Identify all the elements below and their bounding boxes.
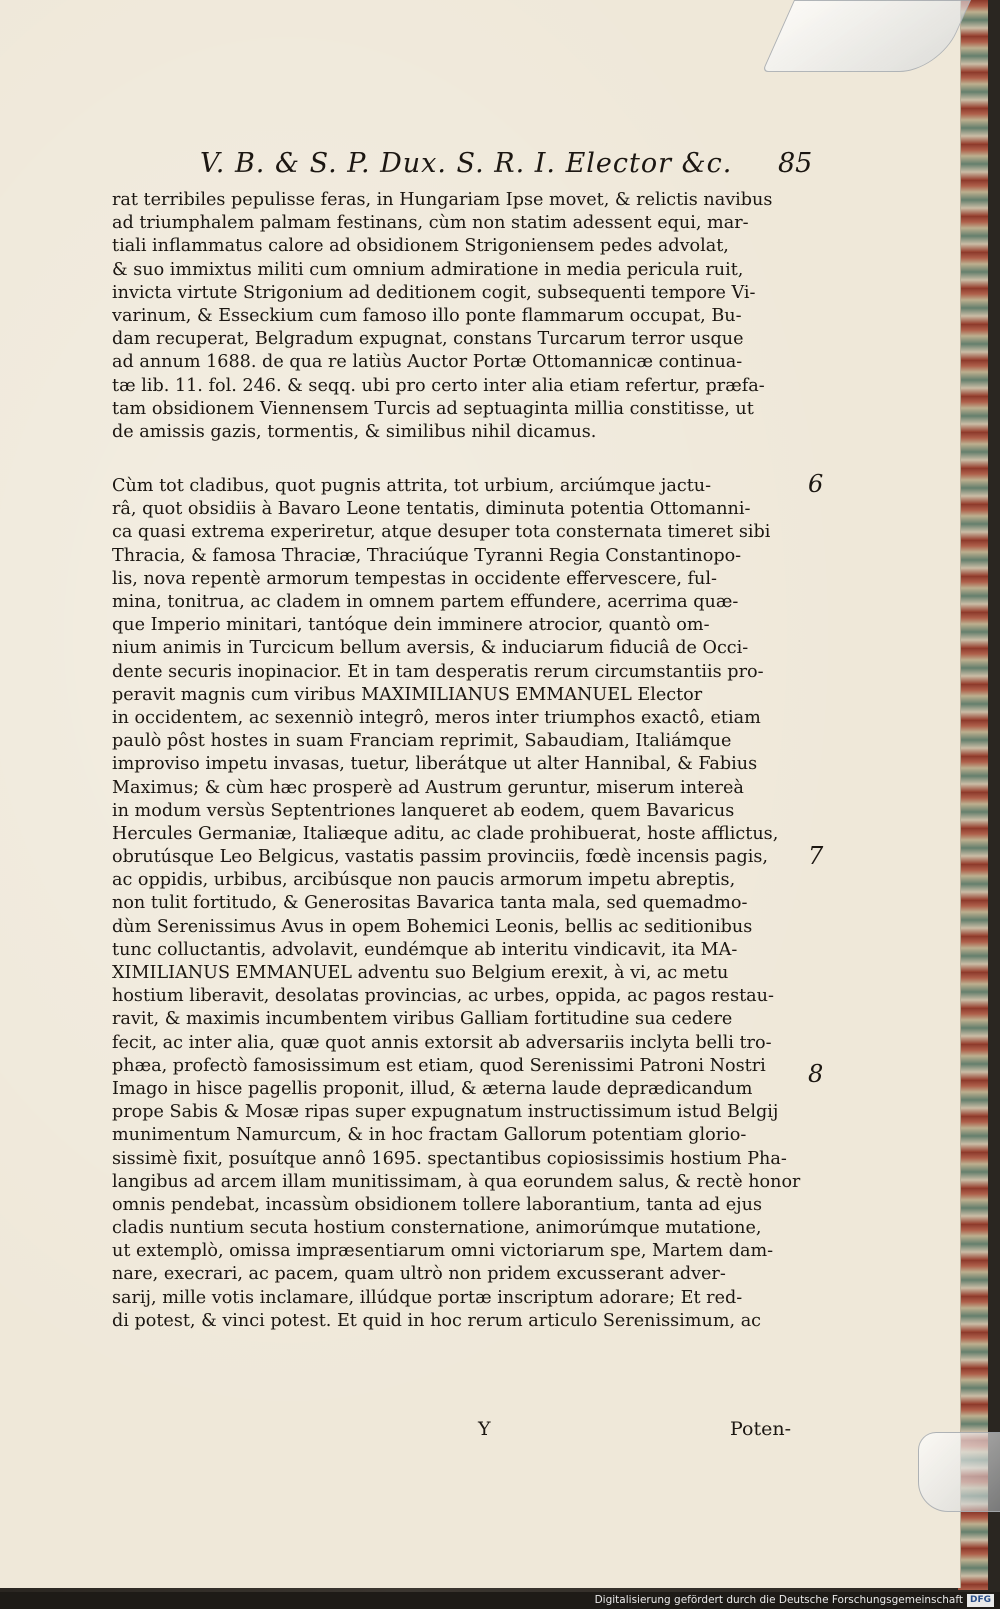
text-line: improviso impetu invasas, tuetur, liberátque ut alter Hannibal, & Fabius: [112, 754, 758, 775]
text-line: Imago in hisce pagellis proponit, illud, & æterna laude deprædicandum: [112, 1078, 753, 1099]
text-line: tunc colluctantis, advolavit, eundémque ab interitu vindicavit, ita MA-: [112, 939, 738, 960]
text-line: dam recuperat, Belgradum expugnat, constans Turcarum terror usque: [112, 329, 744, 350]
text-line: ac oppidis, urbibus, arcibúsque non paucis armorum impetu abreptis,: [112, 870, 736, 891]
text-line: paulò pôst hostes in suam Franciam reprimit, Sabaudiam, Italiámque: [112, 731, 732, 752]
text-line: tam obsidionem Viennensem Turcis ad septuaginta millia constitisse, ut: [112, 398, 754, 419]
text-line: tiali inflammatus calore ad obsidionem Strigoniensem pedes advolat,: [112, 236, 729, 257]
dfg-logo-icon: DFG: [967, 1594, 994, 1607]
text-line: nare, execrari, ac pacem, quam ultrò non pridem excusserant adver-: [112, 1264, 726, 1285]
text-line: peravit magnis cum viribus MAXIMILIANUS EMMANUEL Elector: [112, 684, 703, 705]
text-line: in modum versùs Septentriones lanqueret ab eodem, quem Bavaricus: [112, 800, 735, 821]
text-line: de amissis gazis, tormentis, & similibus nihil dicamus.: [112, 421, 597, 442]
text-line: dente securis inopinacior. Et in tam desperatis rerum circumstantiis pro-: [112, 661, 764, 682]
text-line: ca quasi extrema experiretur, atque desuper tota consternata timeret sibi: [112, 522, 771, 543]
text-line: ad triumphalem palmam festinans, cùm non statim adessent equi, mar-: [112, 213, 749, 234]
text-line: in occidentem, ac sexenniò integrô, meros inter triumphos exactô, etiam: [112, 707, 761, 728]
text-line: phæa, profectò famosissimum est etiam, quod Serenissimi Patroni Nostri: [112, 1055, 766, 1076]
text-line: que Imperio minitari, tantóque dein imminere atrocior, quantò om-: [112, 615, 710, 636]
margin-note-7: 7: [808, 842, 824, 870]
text-line: ut extemplò, omissa impræsentiarum omni victoriarum spe, Martem dam-: [112, 1241, 774, 1262]
catchword: Poten-: [730, 1418, 791, 1440]
text-line: XIMILIANUS EMMANUEL adventu suo Belgium erexit, à vi, ac metu: [112, 963, 729, 983]
text-line: sarij, mille votis inclamare, illúdque portæ inscriptum adorare; Et red-: [112, 1287, 743, 1308]
text-line: & suo immixtus militi cum omnium admiratione in media pericula ruit,: [112, 259, 744, 280]
running-title: V. B. & S. P. Dux. S. R. I. Elector &c.: [200, 148, 733, 179]
signature-mark: Y: [478, 1418, 491, 1440]
body-text: [112, 189, 800, 1333]
text-line: invicta virtute Strigonium ad deditionem cogit, subsequenti tempore Vi-: [112, 282, 756, 303]
text-line: non tulit fortitudo, & Generositas Bavarica tanta mala, sed quemadmo-: [112, 893, 748, 914]
paragraph-gap: [112, 444, 800, 475]
text-line: lis, nova repentè armorum tempestas in occidente effervescere, ful-: [112, 568, 717, 589]
text-line: varinum, & Esseckium cum famoso illo ponte flammarum occupat, Bu-: [112, 305, 742, 326]
text-line: hostium liberavit, desolatas provincias, ac urbes, oppida, ac pagos restau-: [112, 986, 774, 1007]
text-line: nium animis in Turcicum bellum aversis, & induciarum fiduciâ de Occi-: [112, 638, 749, 659]
text-line: obrutúsque Leo Belgicus, vastatis passim provinciis, fœdè incensis pagis,: [112, 847, 768, 868]
text-line: dùm Serenissimus Avus in opem Bohemici Leonis, bellis ac seditionibus: [112, 916, 753, 937]
text-line: cladis nuntium secuta hostium consternatione, animorúmque mutatione,: [112, 1218, 762, 1239]
text-line: râ, quot obsidiis à Bavaro Leone tentatis, diminuta potentia Ottomanni-: [112, 499, 751, 520]
text-line: rat terribiles pepulisse feras, in Hungariam Ipse movet, & relictis navibus: [112, 190, 773, 210]
text-line: ad annum 1688. de qua re latiùs Auctor Portæ Ottomannicæ continua-: [112, 352, 743, 373]
text-line: di potest, & vinci potest. Et quid in hoc rerum articulo Serenissimum, ac: [112, 1310, 762, 1331]
text-line: langibus ad arcem illam munitissimam, à qua eorundem salus, & rectè honor: [112, 1171, 801, 1192]
text-line: mina, tonitrua, ac cladem in omnem partem effundere, acerrima quæ-: [112, 592, 739, 612]
text-line: ravit, & maximis incumbentem viribus Galliam fortitudine sua cedere: [112, 1009, 733, 1030]
text-line: fecit, ac inter alia, quæ quot annis extorsit ab adversariis inclyta belli tro-: [112, 1032, 772, 1053]
text-line: munimentum Namurcum, & in hoc fractam Gallorum potentiam glorio-: [112, 1125, 747, 1146]
text-line: Hercules Germaniæ, Italiæque aditu, ac clade prohibuerat, hoste afflictus,: [112, 823, 779, 844]
margin-note-8: 8: [808, 1060, 824, 1088]
text-line: prope Sabis & Mosæ ripas super expugnatum instructissimum istud Belgij: [112, 1102, 779, 1123]
text-line: Thracia, & famosa Thraciæ, Thraciúque Tyranni Regia Constantinopo-: [112, 545, 742, 566]
text-line: tæ lib. 11. fol. 246. & seqq. ubi pro certo inter alia etiam refertur, præfa-: [112, 375, 765, 396]
text-line: Maximus; & cùm hæc prosperè ad Austrum geruntur, miserum intereà: [112, 777, 744, 798]
footer-bar: [0, 1592, 1000, 1609]
page-number: 85: [778, 148, 813, 179]
footer-credit: Digitalisierung gefördert durch die Deutsche Forschungsgemeinschaft: [594, 1594, 963, 1606]
page-clip-bottom: [918, 1432, 1000, 1512]
text-line: Cùm tot cladibus, quot pugnis attrita, tot urbium, arciúmque jactu-: [112, 476, 712, 497]
margin-note-6: 6: [808, 470, 824, 498]
marbled-edge: [958, 0, 988, 1590]
text-line: sissimè fixit, posuítque annô 1695. spectantibus copiosissimis hostium Pha-: [112, 1148, 787, 1169]
text-line: omnis pendebat, incassùm obsidionem tollere laborantium, tanta ad ejus: [112, 1194, 762, 1215]
